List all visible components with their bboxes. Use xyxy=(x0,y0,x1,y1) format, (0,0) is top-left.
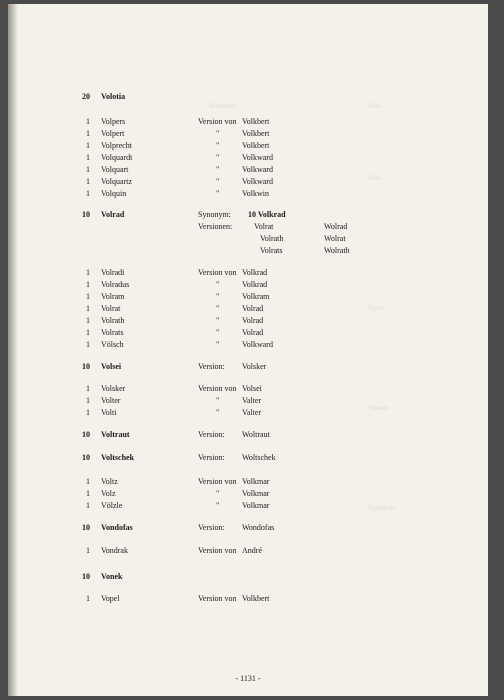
entry-relation-label: Version von xyxy=(198,268,237,277)
entry-count: 1 xyxy=(86,117,90,126)
entry-relation-label: Version: xyxy=(198,523,225,532)
entry-relation-label: Synonym: xyxy=(198,210,231,219)
entry-version-a: Volrats xyxy=(260,246,283,255)
entry-target-name: Volkrad xyxy=(242,280,268,289)
entry-name: Völzle xyxy=(101,501,123,510)
entry-count: 1 xyxy=(86,292,90,301)
entry-target-name: Valter xyxy=(242,408,262,417)
entry-target-name: Volkward xyxy=(242,153,273,162)
entry-version-b: Wolrath xyxy=(324,246,350,255)
entry-name: Voltz xyxy=(101,477,118,486)
entry-name: Volpers xyxy=(101,117,126,126)
entry-relation-label: Version von xyxy=(198,117,237,126)
entry-count: 1 xyxy=(86,268,90,277)
entry-name: Volsei xyxy=(101,362,122,371)
ditto-mark: " xyxy=(216,292,220,301)
ditto-mark: " xyxy=(216,153,220,162)
entry-name: Volsker xyxy=(101,384,126,393)
entry-name: Volprecht xyxy=(101,141,132,150)
entry-name: Volquartz xyxy=(101,177,132,186)
entry-count: 1 xyxy=(86,280,90,289)
entry-name: Volrath xyxy=(101,316,125,325)
bleed-through-text: Versionen xyxy=(208,102,236,110)
document-page xyxy=(8,4,488,696)
ditto-mark: " xyxy=(216,165,220,174)
entry-count: 10 xyxy=(82,453,90,462)
entry-target-name: Volkbert xyxy=(242,141,270,150)
entry-relation-label: Version von xyxy=(198,594,237,603)
entry-name: Volquardt xyxy=(101,153,133,162)
entry-version-name: Woltraut xyxy=(242,430,270,439)
entry-version-a: Volrath xyxy=(260,234,284,243)
entry-count: 1 xyxy=(86,340,90,349)
ditto-mark: " xyxy=(216,340,220,349)
entry-name: Vondrak xyxy=(101,546,128,555)
bleed-through-text: Vastolino xyxy=(368,504,395,512)
entry-target-name: Volsei xyxy=(242,384,262,393)
entry-count: 1 xyxy=(86,153,90,162)
entry-target-name: Volkward xyxy=(242,340,273,349)
entry-count: 1 xyxy=(86,129,90,138)
entry-target-name: Volkmar xyxy=(242,501,270,510)
entry-relation-label: Version von xyxy=(198,477,237,486)
entry-target-name: Volkbert xyxy=(242,129,270,138)
entry-relation-label: Version von xyxy=(198,546,237,555)
entry-name: Volz xyxy=(101,489,116,498)
entry-version-b: Wolrat xyxy=(324,234,346,243)
entry-version-name: Wondofas xyxy=(242,523,275,532)
entry-name: Volti xyxy=(101,408,117,417)
page-binding-shadow xyxy=(8,4,18,696)
entry-name: Volrats xyxy=(101,328,124,337)
entry-count: 10 xyxy=(82,572,90,581)
entry-count: 1 xyxy=(86,408,90,417)
entry-count: 1 xyxy=(86,501,90,510)
entry-name: Voltraut xyxy=(101,430,130,439)
entry-target-name: Volrad xyxy=(242,316,264,325)
ditto-mark: " xyxy=(216,328,220,337)
entry-relation-label: Versionen: xyxy=(198,222,233,231)
entry-name: Volradus xyxy=(101,280,130,289)
ditto-mark: " xyxy=(216,129,220,138)
entry-count: 1 xyxy=(86,165,90,174)
entry-count: 1 xyxy=(86,141,90,150)
entry-count: 1 xyxy=(86,489,90,498)
entry-relation-label: Version: xyxy=(198,453,225,462)
entry-name: Vonek xyxy=(101,572,123,581)
page-number: - 1131 - xyxy=(235,674,261,683)
entry-target-name: Volkwin xyxy=(242,189,269,198)
entry-count: 1 xyxy=(86,328,90,337)
entry-target-name: Volkram xyxy=(242,292,270,301)
bleed-through-text: Vassere xyxy=(368,404,390,412)
entry-relation-label: Version von xyxy=(198,384,237,393)
ditto-mark: " xyxy=(216,189,220,198)
ditto-mark: " xyxy=(216,280,220,289)
entry-target-name: Volkrad xyxy=(242,268,268,277)
entry-target-name: Volrad xyxy=(242,304,264,313)
entry-target-name: Volkbert xyxy=(242,594,270,603)
bleed-through-text: Vara xyxy=(368,102,381,110)
entry-count: 10 xyxy=(82,430,90,439)
entry-target-name: Volkmar xyxy=(242,477,270,486)
entry-version-name: Woltschek xyxy=(242,453,276,462)
entry-name: Volotia xyxy=(101,92,126,101)
entry-count: 1 xyxy=(86,177,90,186)
entry-target-name: Volkbert xyxy=(242,117,270,126)
entry-target-name: Volrad xyxy=(242,328,264,337)
ditto-mark: " xyxy=(216,501,220,510)
entry-synonym: 10 Volkrad xyxy=(248,210,286,219)
ditto-mark: " xyxy=(216,489,220,498)
entry-target-name: Volkmar xyxy=(242,489,270,498)
entry-name: Voltschek xyxy=(101,453,135,462)
entry-count: 10 xyxy=(82,362,90,371)
bleed-through-text: Vasco xyxy=(368,304,385,312)
entry-version-name: Volsker xyxy=(242,362,267,371)
entry-name: Volquart xyxy=(101,165,129,174)
entry-count: 20 xyxy=(82,92,90,101)
entry-relation-label: Version: xyxy=(198,430,225,439)
entry-name: Vondofas xyxy=(101,523,133,532)
entry-name: Volpert xyxy=(101,129,125,138)
entry-count: 10 xyxy=(82,210,90,219)
ditto-mark: " xyxy=(216,408,220,417)
ditto-mark: " xyxy=(216,304,220,313)
entry-name: Vopel xyxy=(101,594,120,603)
entry-name: Volquin xyxy=(101,189,127,198)
entry-count: 1 xyxy=(86,477,90,486)
entry-count: 10 xyxy=(82,523,90,532)
ditto-mark: " xyxy=(216,316,220,325)
entry-name: Volrat xyxy=(101,304,121,313)
entry-name: Volram xyxy=(101,292,125,301)
entry-target-name: André xyxy=(242,546,262,555)
entry-relation-label: Version: xyxy=(198,362,225,371)
entry-count: 1 xyxy=(86,396,90,405)
ditto-mark: " xyxy=(216,177,220,186)
entry-count: 1 xyxy=(86,546,90,555)
entry-target-name: Volkward xyxy=(242,177,273,186)
entry-target-name: Valter xyxy=(242,396,262,405)
ditto-mark: " xyxy=(216,396,220,405)
entry-count: 1 xyxy=(86,304,90,313)
entry-version-b: Wolrad xyxy=(324,222,348,231)
entry-name: Völsch xyxy=(101,340,124,349)
entry-name: Volradi xyxy=(101,268,125,277)
entry-count: 1 xyxy=(86,316,90,325)
ditto-mark: " xyxy=(216,141,220,150)
entry-target-name: Volkward xyxy=(242,165,273,174)
bleed-through-text: Varo xyxy=(368,174,382,182)
entry-version-a: Volrat xyxy=(254,222,274,231)
entry-name: Volrad xyxy=(101,210,125,219)
entry-count: 1 xyxy=(86,384,90,393)
entry-count: 1 xyxy=(86,189,90,198)
entry-name: Volter xyxy=(101,396,121,405)
entry-count: 1 xyxy=(86,594,90,603)
